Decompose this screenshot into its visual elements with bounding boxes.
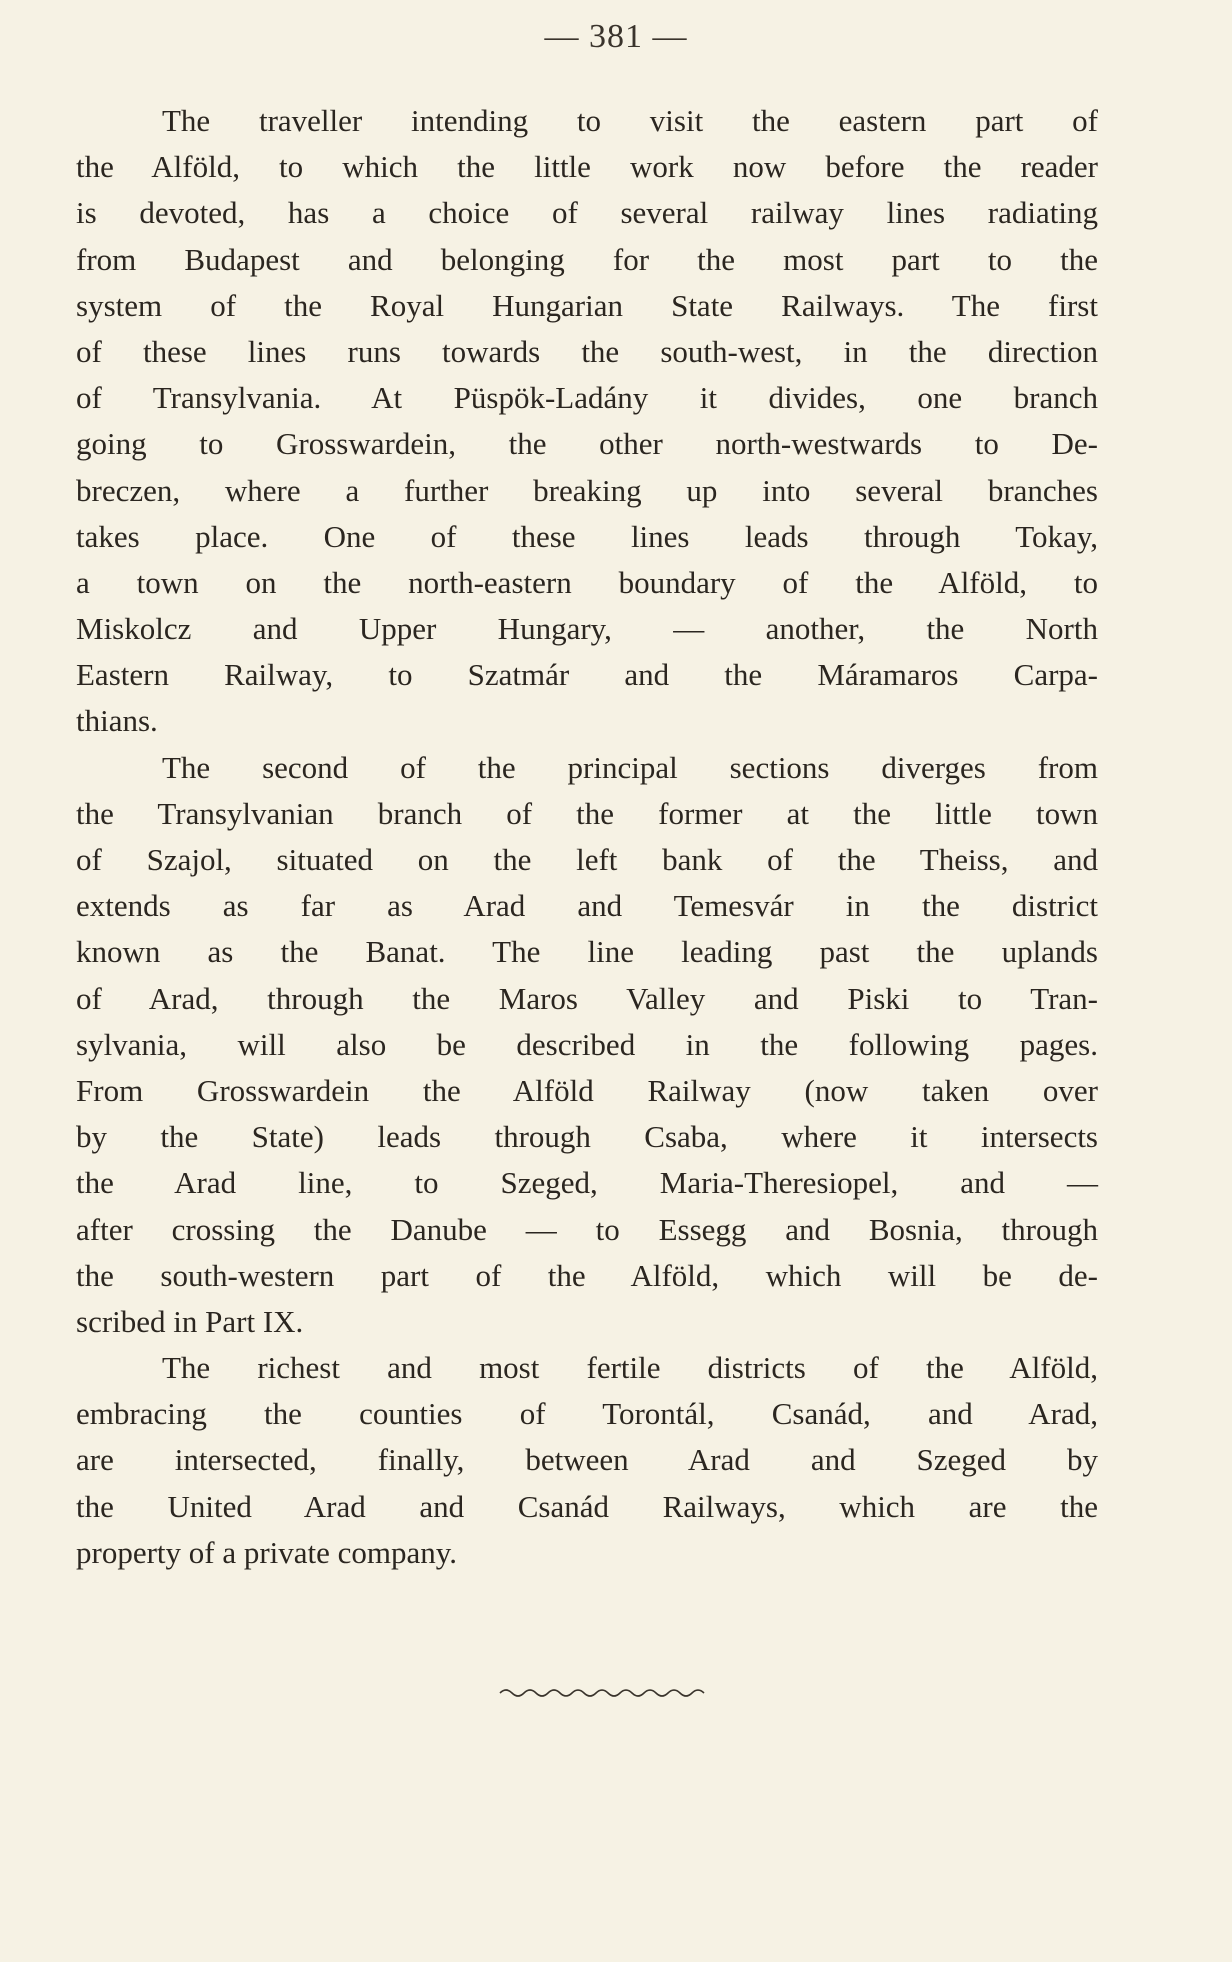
text-line: from Budapest and belonging for the most part to the — [76, 241, 1098, 277]
text-line: property of a private company. — [76, 1534, 458, 1570]
text-line: a town on the north-eastern boundary of the Alföld, to — [76, 564, 1098, 600]
text-line: known as the Banat. The line leading past the uplands — [76, 934, 1098, 970]
body-text — [76, 98, 1098, 1576]
page-number: — 381 — — [544, 18, 688, 55]
text-line: the south-western part of the Alföld, which will be de- — [76, 1257, 1098, 1293]
text-line: Eastern Railway, to Szatmár and the Máramaros Carpa- — [76, 657, 1098, 693]
text-line: after crossing the Danube — to Essegg and Bosnia, through — [76, 1211, 1098, 1247]
text-line: extends as far as Arad and Temesvár in the district — [76, 888, 1098, 924]
text-line: of Arad, through the Maros Valley and Piski to Tran- — [76, 980, 1098, 1016]
text-line: is devoted, has a choice of several railway lines radiating — [76, 195, 1098, 231]
text-line: breczen, where a further breaking up into several branches — [76, 472, 1098, 508]
text-line: the Transylvanian branch of the former at the little town — [76, 795, 1098, 831]
text-line: From Grosswardein the Alföld Railway (now taken over — [76, 1072, 1098, 1108]
text-line: the Alföld, to which the little work now before the reader — [76, 149, 1098, 185]
text-line: of Szajol, situated on the left bank of the Theiss, and — [76, 842, 1098, 877]
text-line: thians. — [76, 703, 158, 739]
wavy-ornament-icon — [498, 1684, 708, 1702]
text-line: by the State) leads through Csaba, where it intersects — [76, 1119, 1098, 1155]
text-line: of these lines runs towards the south-west, in the direction — [76, 333, 1098, 369]
text-line: The traveller intending to visit the eastern part of — [162, 103, 1098, 138]
text-line: takes place. One of these lines leads through Tokay, — [76, 518, 1098, 554]
text-line: going to Grosswardein, the other north-westwards to De- — [76, 426, 1098, 462]
text-line: of Transylvania. At Püspök-Ladány it divides, one branch — [76, 380, 1098, 416]
text-line: the United Arad and Csanád Railways, which are the — [76, 1488, 1098, 1524]
text-line: The richest and most fertile districts of the Alföld, — [162, 1350, 1098, 1386]
text-line: Miskolcz and Upper Hungary, — another, the North — [76, 611, 1098, 647]
text-line: the Arad line, to Szeged, Maria-Theresiopel, and — — [76, 1165, 1098, 1201]
paragraph-2 — [76, 745, 1098, 1345]
text-line: sylvania, will also be described in the following pages. — [76, 1026, 1098, 1062]
text-line: embracing the counties of Torontál, Csanád, and Arad, — [76, 1396, 1098, 1432]
text-line: are intersected, finally, between Arad and Szeged by — [76, 1442, 1098, 1478]
paragraph-1 — [76, 98, 1098, 745]
text-line: system of the Royal Hungarian State Railways. The first — [76, 287, 1098, 323]
text-line: scribed in Part IX. — [76, 1303, 304, 1339]
paragraph-3 — [76, 1345, 1098, 1576]
text-line: The second of the principal sections diverges from — [162, 749, 1098, 785]
